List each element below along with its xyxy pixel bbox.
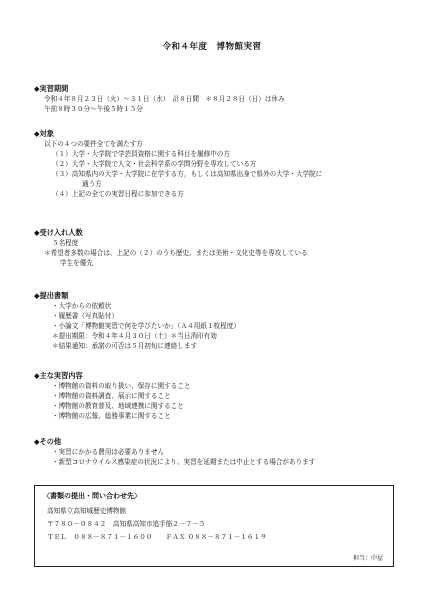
target-requirement: （１）大学・大学院で学芸員資格に関する科目を履修中の方 — [52, 150, 231, 158]
target-requirement: （３）高知県内の大学・大学院に在学する方，もしくは高知県出身で県外の大学・大学院に — [52, 170, 323, 178]
content-item: ・博物館の広報、総務事業に関すること — [52, 412, 171, 420]
contact-person: 担当：中屋 — [352, 555, 383, 562]
target-requirement-cont: 通う方 — [82, 180, 102, 188]
deadline-note: ＊提出期限：令和４年４月３０日（土）＊当日消印有効 — [52, 332, 217, 340]
section-heading: ◆受け入れ人数 — [34, 228, 83, 237]
contact-org: 高知県立高知城歴史博物館 — [47, 507, 127, 515]
document-item: ・大学からの依頼状 — [52, 302, 112, 310]
section-capacity — [34, 228, 404, 268]
contact-phone-fax: ＴＥＬ ０８８－８７１－１６００ ＦＡＸ ０８８－８７１－１６１９ — [47, 533, 267, 541]
target-requirement: （４）上記の全ての実習日程に参加できる方 — [52, 190, 184, 198]
period-hours: 午前８時３０分～午後５時１５分 — [44, 105, 143, 113]
document-item: ・小論文「博物館実習で何を学びたいか」（Ａ４用紙１枚程度） — [52, 322, 240, 330]
content-item: ・博物館の教育普及、地域連携に関すること — [52, 402, 184, 410]
capacity-note: ＊希望者多数の場合は、上記の（２）のうち歴史、または美術・文化史等を専攻している — [44, 249, 308, 257]
section-contents — [34, 371, 404, 421]
contact-address: 〒７８０－０８４２ 高知県高知市追手筋２－７－５ — [47, 520, 206, 528]
target-intro: 以下の４つの要件全てを満たす方 — [44, 140, 143, 148]
content-item: ・博物館の資料の取り扱い、保存に関すること — [52, 382, 191, 390]
other-item: ・新型コロナウイルス感染症の状況により、実習を延期または中止とする場合があります — [52, 458, 316, 466]
content-item: ・博物館の資料調査、展示に関すること — [52, 392, 171, 400]
section-documents — [34, 291, 404, 351]
section-heading: ◆提出書類 — [34, 291, 69, 300]
other-item: ・実習にかかる費用は必要ありません — [52, 448, 165, 456]
contact-box — [34, 485, 394, 567]
section-heading: ◆主な実習内容 — [34, 371, 83, 380]
section-heading: ◆実習期間 — [34, 84, 69, 93]
target-requirement: （２）大学・大学院で人文・社会科学系の学問分野を専攻している方 — [52, 160, 257, 168]
period-dates: 令和４年８月２３日（火）～３１日（水） 計８日間 ＊８月２８日（日）は休み — [44, 95, 285, 103]
section-other — [34, 437, 404, 467]
section-heading: ◆対象 — [34, 129, 54, 138]
capacity-note-cont: 学生を優先 — [60, 259, 93, 267]
contact-heading: 〈書類の提出・問い合わせ先〉 — [43, 492, 141, 500]
result-note: ＊結果通知：承諾の可否は５月初旬に連絡します — [52, 342, 198, 350]
section-heading: ◆その他 — [34, 437, 62, 446]
section-target — [34, 129, 404, 199]
section-period — [34, 84, 404, 114]
document-item: ・履歴書（写真貼付） — [52, 312, 118, 320]
document-title: 令和４年度 博物館実習 — [162, 42, 262, 52]
capacity-count: ５名程度 — [52, 239, 79, 247]
